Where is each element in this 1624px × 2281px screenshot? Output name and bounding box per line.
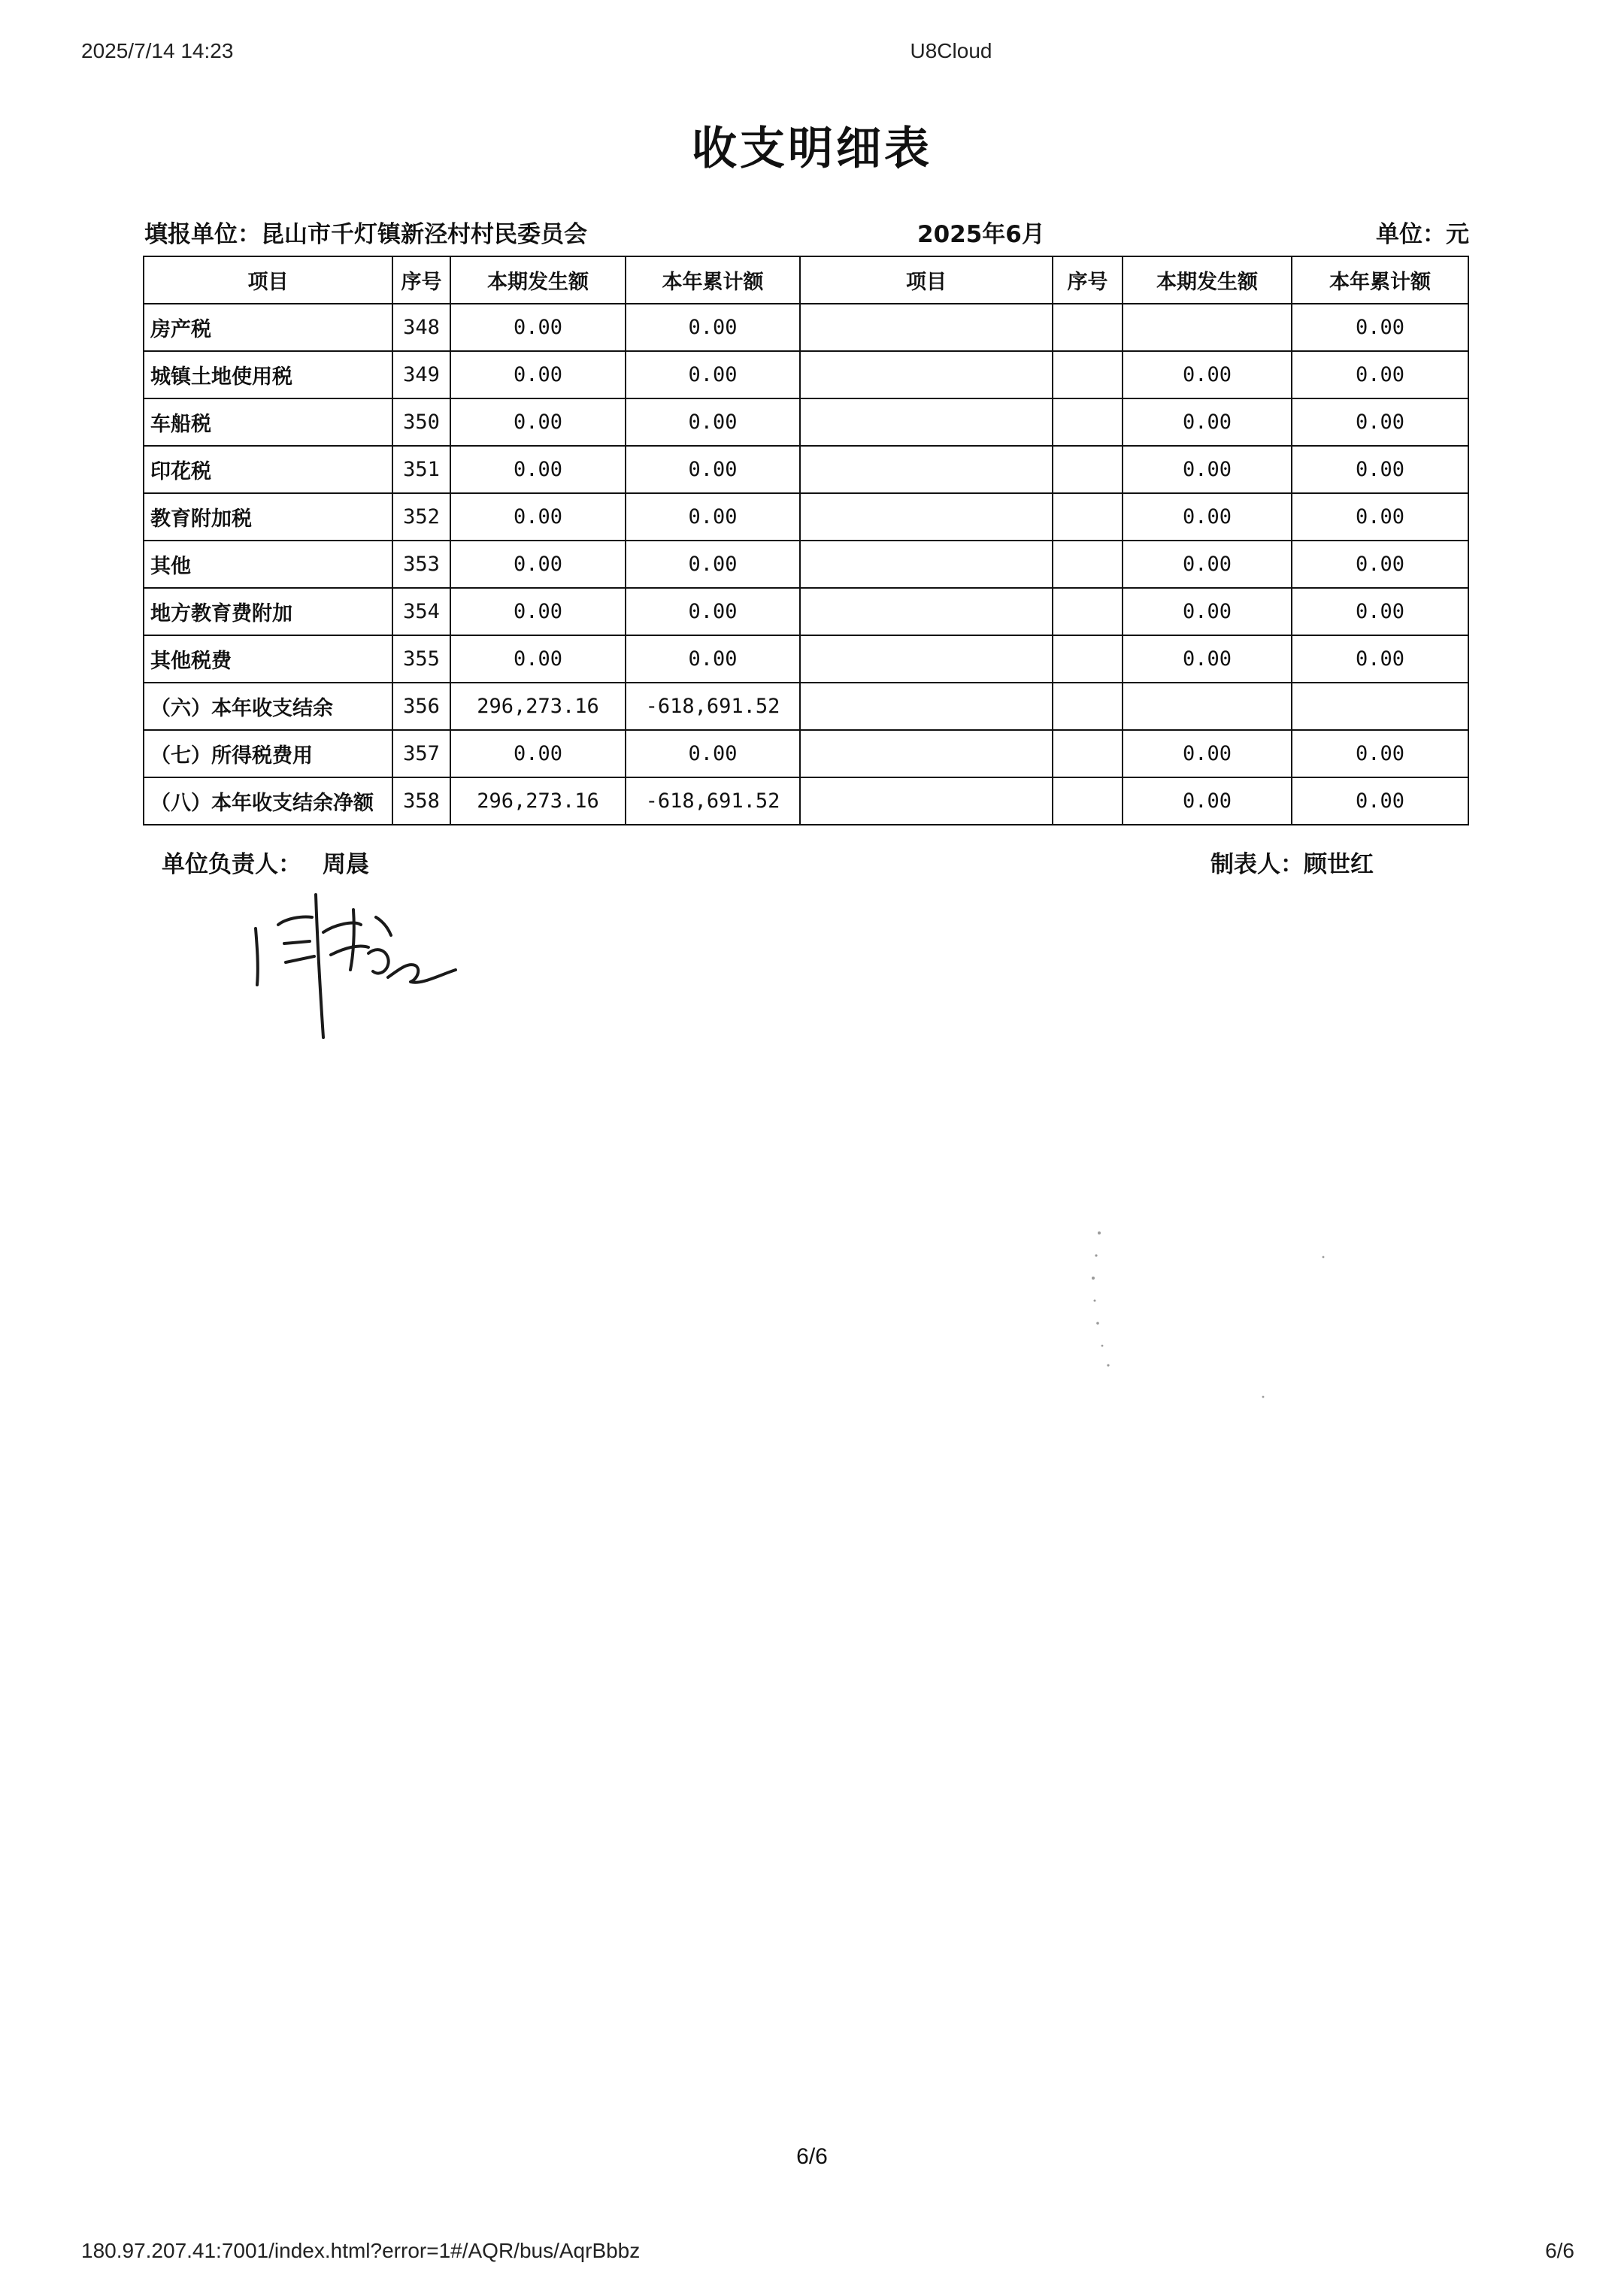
- row-current-right: 0.00: [1123, 777, 1292, 825]
- row-item-right: [800, 683, 1053, 730]
- row-item: 房产税: [144, 304, 392, 351]
- row-item-right: [800, 730, 1053, 777]
- table-row: [144, 351, 1468, 398]
- row-seq: 349: [392, 351, 450, 398]
- row-seq-right: [1053, 493, 1123, 541]
- col-header-ytd-right: 本年累计额: [1292, 256, 1468, 304]
- row-ytd: 0.00: [626, 446, 800, 493]
- row-seq-right: [1053, 541, 1123, 588]
- currency-unit: 单位：元: [1376, 221, 1469, 248]
- row-ytd: -618,691.52: [626, 683, 800, 730]
- row-item: 车船税: [144, 398, 392, 446]
- col-header-current: 本期发生额: [450, 256, 626, 304]
- row-item-right: [800, 588, 1053, 635]
- row-seq: 356: [392, 683, 450, 730]
- table-row: [144, 398, 1468, 446]
- row-current-right: 0.00: [1123, 635, 1292, 683]
- row-current: 0.00: [450, 304, 626, 351]
- row-ytd: 0.00: [626, 493, 800, 541]
- row-ytd-right: 0.00: [1292, 304, 1468, 351]
- print-app-name: U8Cloud: [910, 39, 992, 62]
- row-ytd: 0.00: [626, 398, 800, 446]
- preparer-name: 顾世红: [1304, 851, 1374, 878]
- row-current-right: [1123, 304, 1292, 351]
- row-seq: 353: [392, 541, 450, 588]
- row-ytd-right: 0.00: [1292, 398, 1468, 446]
- row-current-right: 0.00: [1123, 351, 1292, 398]
- row-item: 其他: [144, 541, 392, 588]
- col-header-current-right: 本期发生额: [1123, 256, 1292, 304]
- row-seq: 348: [392, 304, 450, 351]
- row-item-right: [800, 777, 1053, 825]
- row-ytd: 0.00: [626, 304, 800, 351]
- handwritten-signature: [241, 872, 466, 1045]
- row-ytd-right: 0.00: [1292, 541, 1468, 588]
- row-item: 地方教育费附加: [144, 588, 392, 635]
- scan-marks: [1075, 1218, 1376, 1443]
- table-row: [144, 304, 1468, 351]
- row-current: 296,273.16: [450, 683, 626, 730]
- table-row: [144, 635, 1468, 683]
- row-current-right: 0.00: [1123, 446, 1292, 493]
- print-page: 6/6: [1545, 2239, 1574, 2262]
- row-current: 0.00: [450, 588, 626, 635]
- row-item-right: [800, 304, 1053, 351]
- row-seq: 352: [392, 493, 450, 541]
- row-ytd-right: [1292, 683, 1468, 730]
- col-header-seq-right: 序号: [1053, 256, 1123, 304]
- row-current: 0.00: [450, 398, 626, 446]
- row-ytd-right: 0.00: [1292, 446, 1468, 493]
- row-current: 0.00: [450, 446, 626, 493]
- report-title: 收支明细表: [692, 123, 932, 175]
- row-seq: 357: [392, 730, 450, 777]
- row-ytd: -618,691.52: [626, 777, 800, 825]
- row-ytd-right: 0.00: [1292, 588, 1468, 635]
- row-item: 印花税: [144, 446, 392, 493]
- row-current-right: 0.00: [1123, 730, 1292, 777]
- row-item: 其他税费: [144, 635, 392, 683]
- row-seq-right: [1053, 351, 1123, 398]
- row-seq: 358: [392, 777, 450, 825]
- table-row: [144, 777, 1468, 825]
- row-current: 0.00: [450, 493, 626, 541]
- row-seq-right: [1053, 588, 1123, 635]
- table-row: [144, 683, 1468, 730]
- table-row: [144, 493, 1468, 541]
- row-ytd-right: 0.00: [1292, 493, 1468, 541]
- col-header-seq: 序号: [392, 256, 450, 304]
- row-current-right: [1123, 683, 1292, 730]
- print-datetime: 2025/7/14 14:23: [81, 39, 234, 62]
- row-ytd-right: 0.00: [1292, 351, 1468, 398]
- row-ytd: 0.00: [626, 351, 800, 398]
- row-seq-right: [1053, 304, 1123, 351]
- row-seq-right: [1053, 730, 1123, 777]
- row-item: 城镇土地使用税: [144, 351, 392, 398]
- row-current: 0.00: [450, 541, 626, 588]
- row-current-right: 0.00: [1123, 493, 1292, 541]
- row-item: （七）所得税费用: [144, 730, 392, 777]
- row-item: （八）本年收支结余净额: [144, 777, 392, 825]
- table-row: [144, 446, 1468, 493]
- row-current-right: 0.00: [1123, 541, 1292, 588]
- print-url: 180.97.207.41:7001/index.html?error=1#/AQR/bus/AqrBbbz: [81, 2239, 641, 2262]
- row-ytd: 0.00: [626, 588, 800, 635]
- table-header-row: [144, 256, 1468, 304]
- row-seq-right: [1053, 635, 1123, 683]
- row-item-right: [800, 398, 1053, 446]
- row-ytd-right: 0.00: [1292, 777, 1468, 825]
- row-item: 教育附加税: [144, 493, 392, 541]
- detail-table: [143, 256, 1469, 825]
- col-header-item-right: 项目: [800, 256, 1053, 304]
- row-item-right: [800, 351, 1053, 398]
- row-current: 0.00: [450, 635, 626, 683]
- col-header-item: 项目: [144, 256, 392, 304]
- page-number: 6/6: [796, 2144, 828, 2169]
- report-period: 2025年6月: [917, 221, 1045, 248]
- row-item-right: [800, 493, 1053, 541]
- row-seq: 354: [392, 588, 450, 635]
- row-seq-right: [1053, 777, 1123, 825]
- row-current-right: 0.00: [1123, 398, 1292, 446]
- row-item-right: [800, 635, 1053, 683]
- row-seq-right: [1053, 446, 1123, 493]
- row-item: （六）本年收支结余: [144, 683, 392, 730]
- row-seq: 350: [392, 398, 450, 446]
- table-row: [144, 541, 1468, 588]
- row-current: 296,273.16: [450, 777, 626, 825]
- reporting-unit: 填报单位：昆山市千灯镇新泾村村民委员会: [144, 221, 587, 248]
- row-ytd: 0.00: [626, 541, 800, 588]
- row-current: 0.00: [450, 351, 626, 398]
- table-row: [144, 588, 1468, 635]
- row-seq-right: [1053, 683, 1123, 730]
- responsible-label: 单位负责人：: [162, 851, 301, 878]
- row-ytd-right: 0.00: [1292, 635, 1468, 683]
- row-seq-right: [1053, 398, 1123, 446]
- col-header-ytd: 本年累计额: [626, 256, 800, 304]
- table-row: [144, 730, 1468, 777]
- row-item-right: [800, 446, 1053, 493]
- row-ytd-right: 0.00: [1292, 730, 1468, 777]
- row-ytd: 0.00: [626, 635, 800, 683]
- row-item-right: [800, 541, 1053, 588]
- row-seq: 351: [392, 446, 450, 493]
- row-ytd: 0.00: [626, 730, 800, 777]
- row-current: 0.00: [450, 730, 626, 777]
- responsible-name: 周晨: [323, 851, 369, 878]
- row-current-right: 0.00: [1123, 588, 1292, 635]
- preparer-label: 制表人：: [1210, 851, 1304, 878]
- preparer: [1210, 845, 1374, 879]
- row-seq: 355: [392, 635, 450, 683]
